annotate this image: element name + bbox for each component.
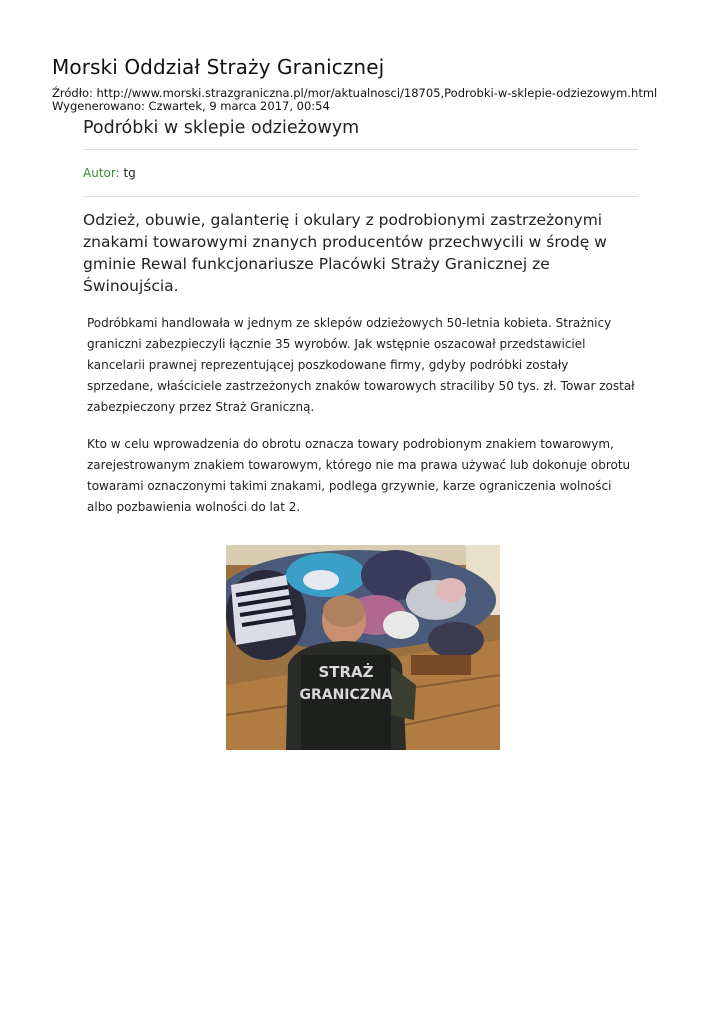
author-label: Autor: bbox=[83, 166, 120, 180]
photo-illustration bbox=[226, 545, 500, 750]
source-url: Źródło: http://www.morski.strazgraniczna.pl/mor/aktualnosci/18705,Podrobki-w-sklepie-odziezowym.html bbox=[52, 86, 658, 100]
vest-text-bottom: GRANICZNA bbox=[299, 687, 393, 703]
document-meta bbox=[52, 87, 657, 113]
article-title: Podróbki w sklepie odzieżowym bbox=[83, 118, 638, 150]
author-row bbox=[83, 150, 638, 197]
site-title: Morski Oddział Straży Granicznej bbox=[52, 55, 385, 79]
article-body bbox=[83, 313, 638, 518]
generated-date: Wygenerowano: Czwartek, 9 marca 2017, 00:54 bbox=[52, 99, 330, 113]
article-photo bbox=[226, 545, 500, 750]
article bbox=[83, 118, 638, 534]
article-paragraph: Kto w celu wprowadzenia do obrotu oznacza towary podrobionym znakiem towarowym, zarejestrowanym znakiem towarowym, którego nie ma prawa używać lub dokonuje obrotu towarami oznaczonymi takimi znakami, podlega grzywnie, karze ograniczenia wolności albo pozbawienia wolności do lat 2. bbox=[87, 437, 631, 514]
article-paragraph: Podróbkami handlowała w jednym ze sklepów odzieżowych 50-letnia kobieta. Strażnicy graniczni zabezpieczyli łącznie 35 wyrobów. Jak wstępnie oszacował przedstawiciel kancelarii prawnej reprezentującej poszkodowane firmy, gdyby podróbki zostały sprzedane, właściciele zastrzeżonych znaków towarowych straciliby 50 tys. zł. Towar został zabezpieczony przez Straż Graniczną. bbox=[87, 316, 635, 414]
author-name: tg bbox=[123, 166, 136, 180]
article-lead: Odzież, obuwie, galanterię i okulary z podrobionymi zastrzeżonymi znakami towarowymi znanych producentów przechwycili w środę w gminie Rewal funkcjonariusze Placówki Straży Granicznej ze Świnoujścia. bbox=[83, 211, 607, 295]
vest-text-top: STRAŻ bbox=[318, 663, 374, 681]
